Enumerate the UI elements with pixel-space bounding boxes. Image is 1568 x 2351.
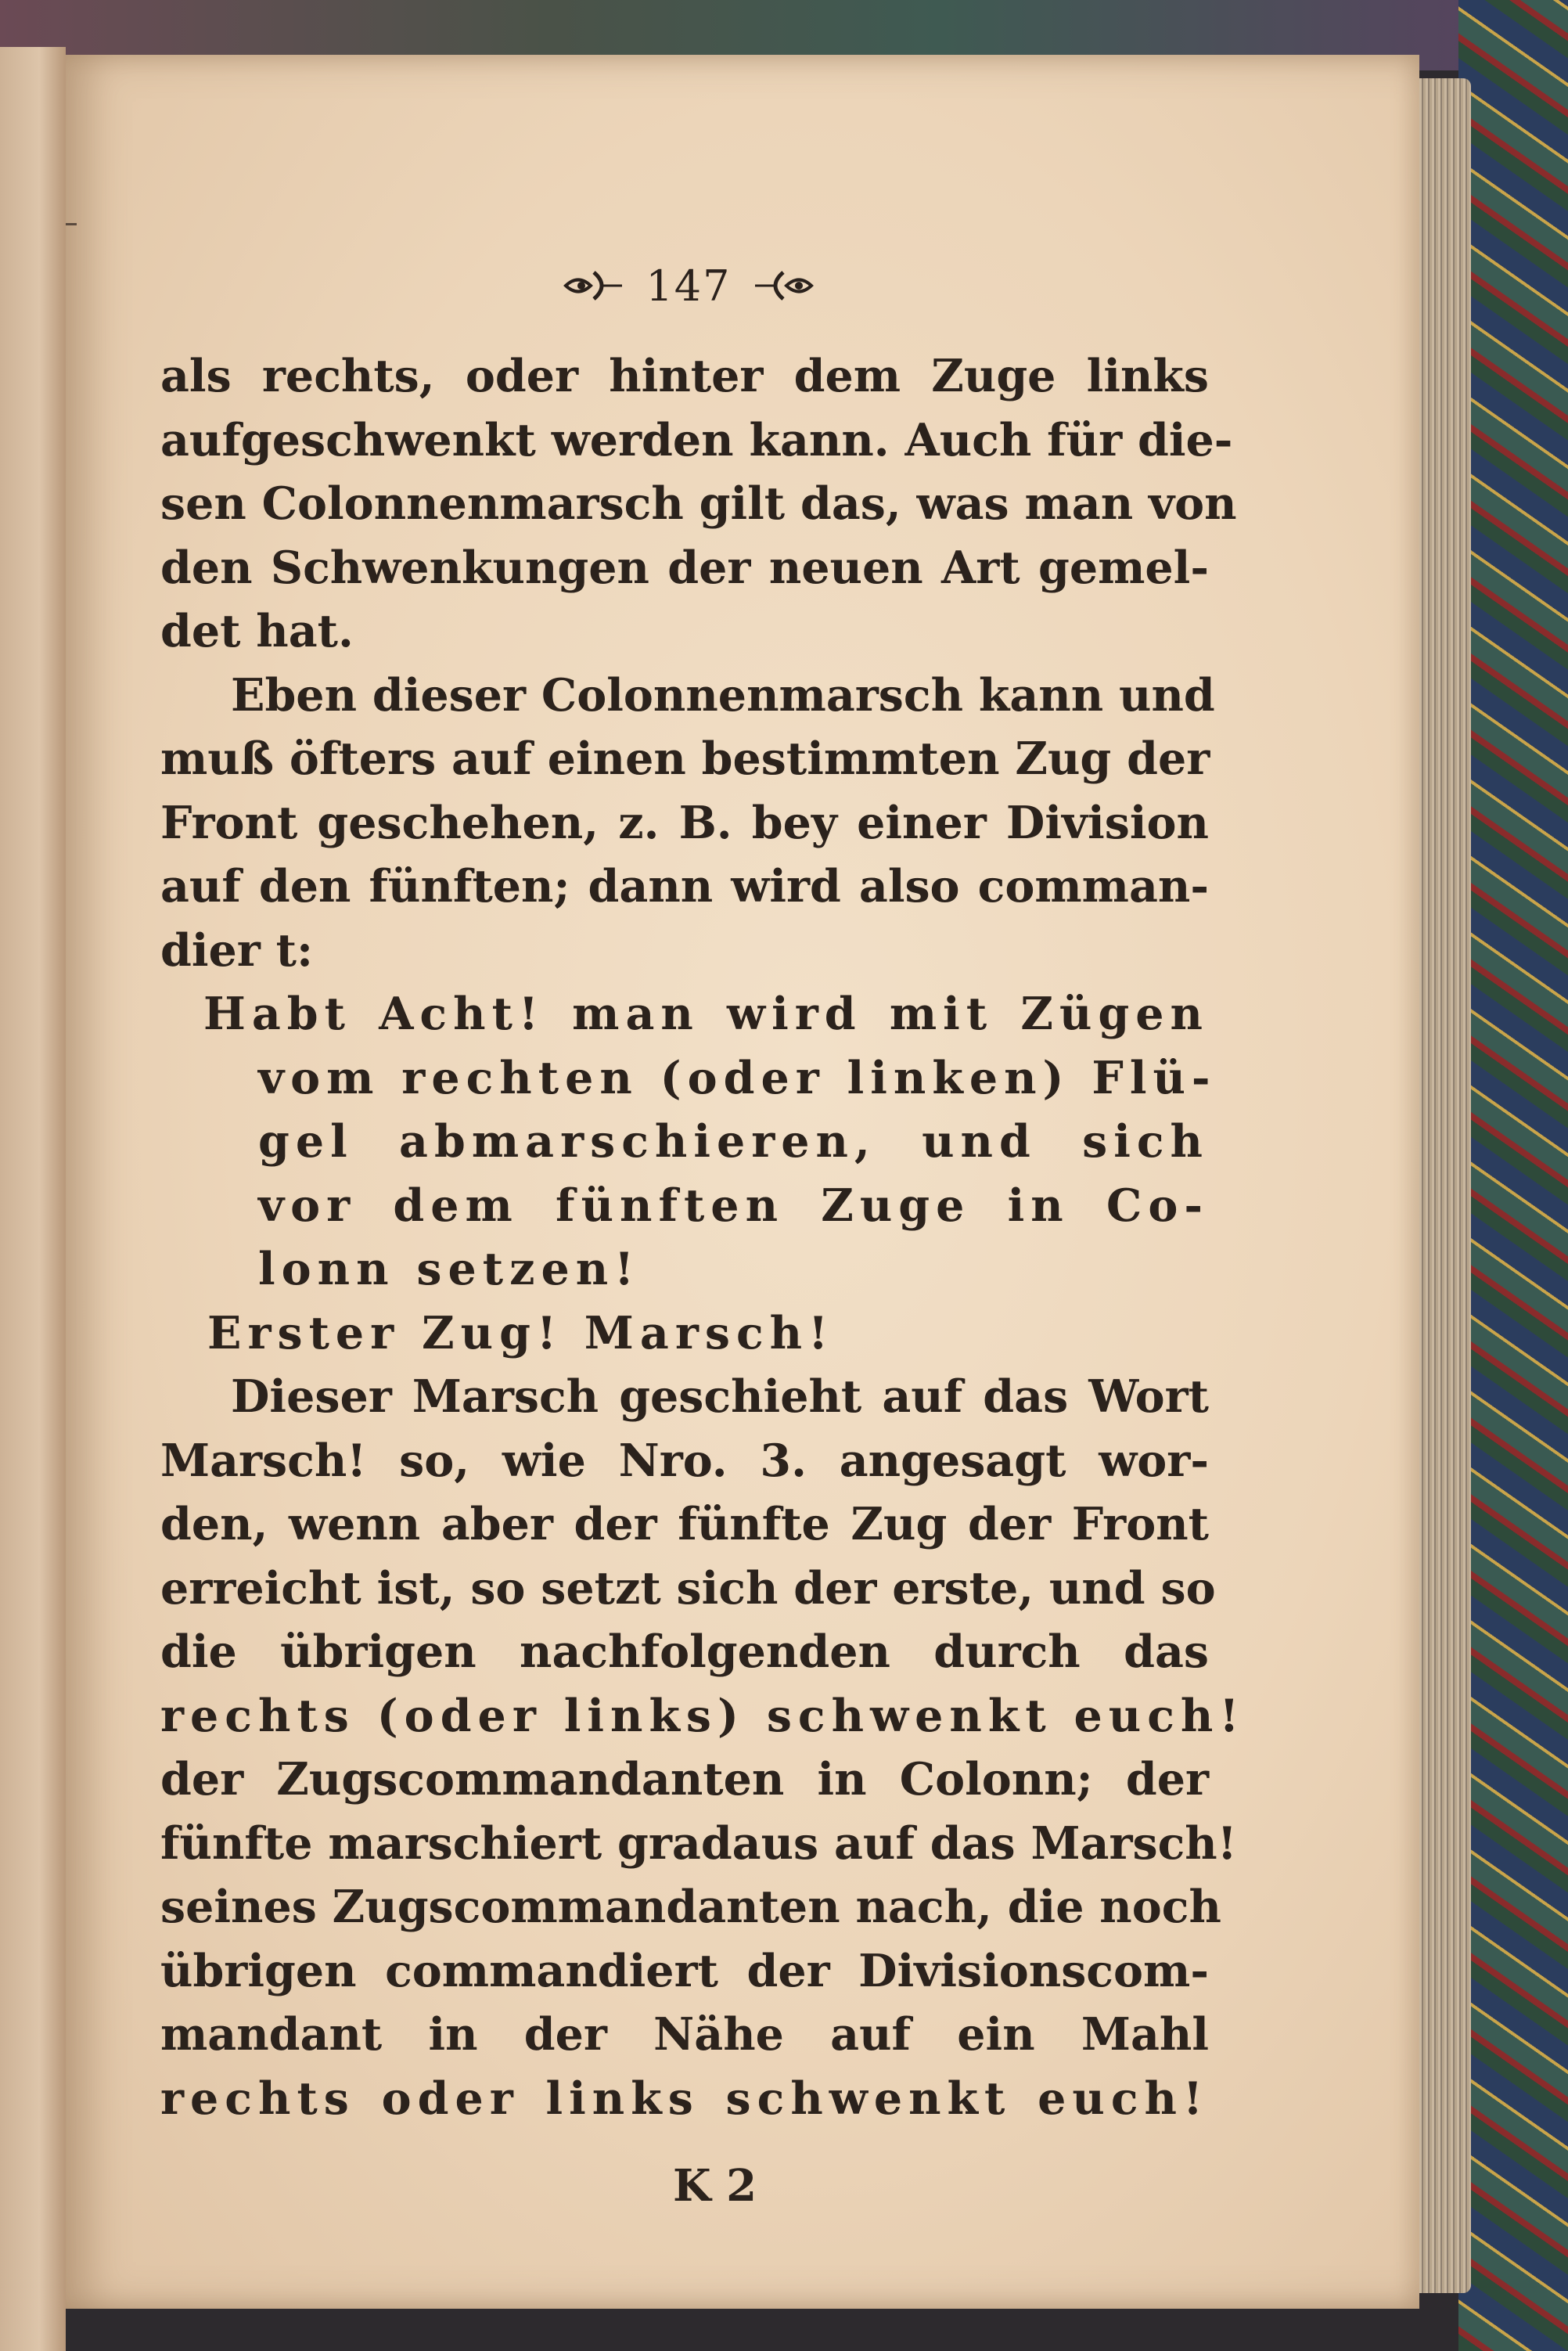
text-line: fünfte marschiert gradaus auf das Marsch! <box>160 1816 1237 1870</box>
command-line: lonn setzen! <box>258 1243 641 1295</box>
text-line: auf den fünften; dann wird also comman- <box>160 860 1209 913</box>
text-line: mandant in der Nähe auf ein Mahl <box>160 2008 1209 2061</box>
text-line: Dieser Marsch geschieht auf das Wort <box>231 1370 1209 1423</box>
command-line: gel abmarschieren, und sich <box>258 1115 1209 1168</box>
text-line: der Zugscommandanten in Colonn; der <box>160 1753 1209 1806</box>
command-line: Erster Zug! Marsch! <box>207 1306 835 1359</box>
signature-mark: K 2 <box>673 2160 757 2212</box>
text-line: Marsch! so, wie Nro. 3. angesagt wor- <box>160 1434 1209 1487</box>
text-line: Eben dieser Colonnenmarsch kann und <box>231 668 1215 722</box>
text-line: Front geschehen, z. B. bey einer Division <box>160 796 1209 849</box>
page-header <box>469 243 908 329</box>
text-line: den, wenn aber der fünfte Zug der Front <box>160 1498 1209 1550</box>
body-text <box>160 344 1246 2130</box>
text-line: muß öfters auf einen bestimmten Zug der <box>160 733 1210 785</box>
left-ornament-icon <box>563 266 625 305</box>
text-line: erreicht ist, so setzt sich der erste, und so <box>160 1561 1216 1615</box>
text-line: aufgeschwenkt werden kann. Auch für die- <box>160 413 1233 466</box>
left-page-edge <box>0 47 66 2351</box>
margin-mark <box>66 223 77 225</box>
text-line: übrigen commandiert der Divisionscom- <box>160 1944 1209 1997</box>
text-line: det hat. <box>160 605 354 657</box>
text-line: dier t: <box>160 923 314 977</box>
text-line: den Schwenkungen der neuen Art gemel- <box>160 541 1209 594</box>
command-line: vor dem fünften Zuge in Co- <box>258 1179 1209 1232</box>
text-line: sen Colonnenmarsch gilt das, was man von <box>160 477 1237 530</box>
page-number: 147 <box>646 261 732 311</box>
text-line: seines Zugscommandanten nach, die noch <box>160 1881 1221 1933</box>
command-line: vom rechten (oder linken) Flü- <box>258 1051 1217 1104</box>
text-line: rechts (oder links) schwenkt euch! <box>160 1689 1246 1742</box>
text-line: als rechts, oder hinter dem Zuge links <box>160 350 1209 402</box>
text-line: rechts oder links schwenkt euch! <box>160 2072 1209 2125</box>
text-line: die übrigen nachfolgenden durch das <box>160 1626 1209 1678</box>
right-ornament-icon <box>752 266 815 305</box>
command-line: Habt Acht! man wird mit Zügen <box>203 988 1209 1040</box>
marbled-cover <box>1458 0 1568 2351</box>
